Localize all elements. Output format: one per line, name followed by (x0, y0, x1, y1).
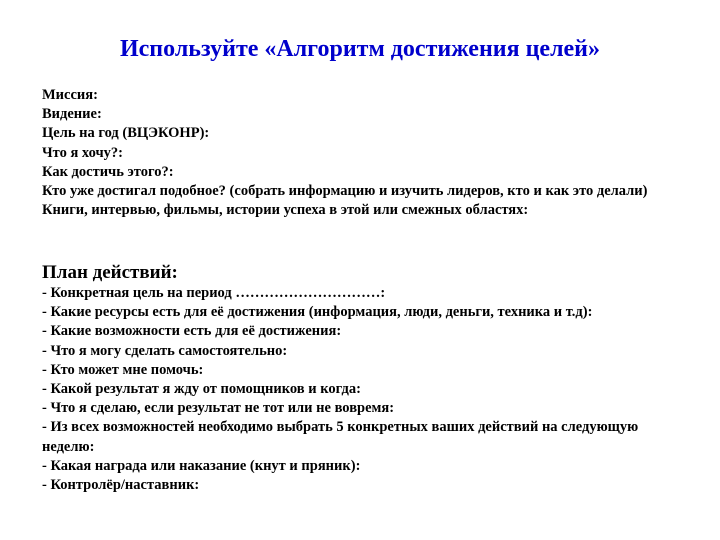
question-year-goal: Цель на год (ВЦЭКОНР): (42, 125, 210, 142)
plan-item: - Из всех возможностей необходимо выбрать 5 конкретных ваших действий на следующую неделю: (42, 419, 639, 455)
plan-item: - Кто может мне помочь: (42, 361, 204, 378)
question-mission: Миссия: (42, 87, 98, 103)
slide-title: Используйте «Алгоритм достижения целей» (119, 36, 601, 62)
question-who-achieved: Кто уже достигал подобное? (собрать информацию и изучить лидеров, кто и как это делали) (42, 183, 648, 200)
question-how-to-achieve: Как достичь этого?: (42, 163, 174, 180)
questions-list (42, 86, 692, 220)
plan-item: - Что я сделаю, если результат не тот или не вовремя: (42, 400, 395, 417)
plan-item: - Конкретная цель на период …………………………: (42, 285, 386, 301)
question-what-i-want: Что я хочу?: (42, 144, 123, 161)
plan-item: - Какой результат я жду от помощников и когда: (42, 381, 361, 398)
question-books-interviews: Книги, интервью, фильмы, истории успеха в этой или смежных областях: (42, 202, 529, 219)
plan-item: - Какие ресурсы есть для её достижения (информация, люди, деньги, техника и т.д): (42, 304, 593, 321)
plan-item: - Какие возможности есть для её достижения: (42, 323, 342, 340)
action-plan (42, 262, 692, 495)
plan-item: - Контролёр/наставник: (42, 477, 200, 494)
plan-item: - Какая награда или наказание (кнут и пряник): (42, 457, 361, 474)
action-plan-heading: План действий: (42, 262, 178, 283)
question-vision: Видение: (42, 106, 102, 123)
plan-item: - Что я могу сделать самостоятельно: (42, 342, 288, 359)
